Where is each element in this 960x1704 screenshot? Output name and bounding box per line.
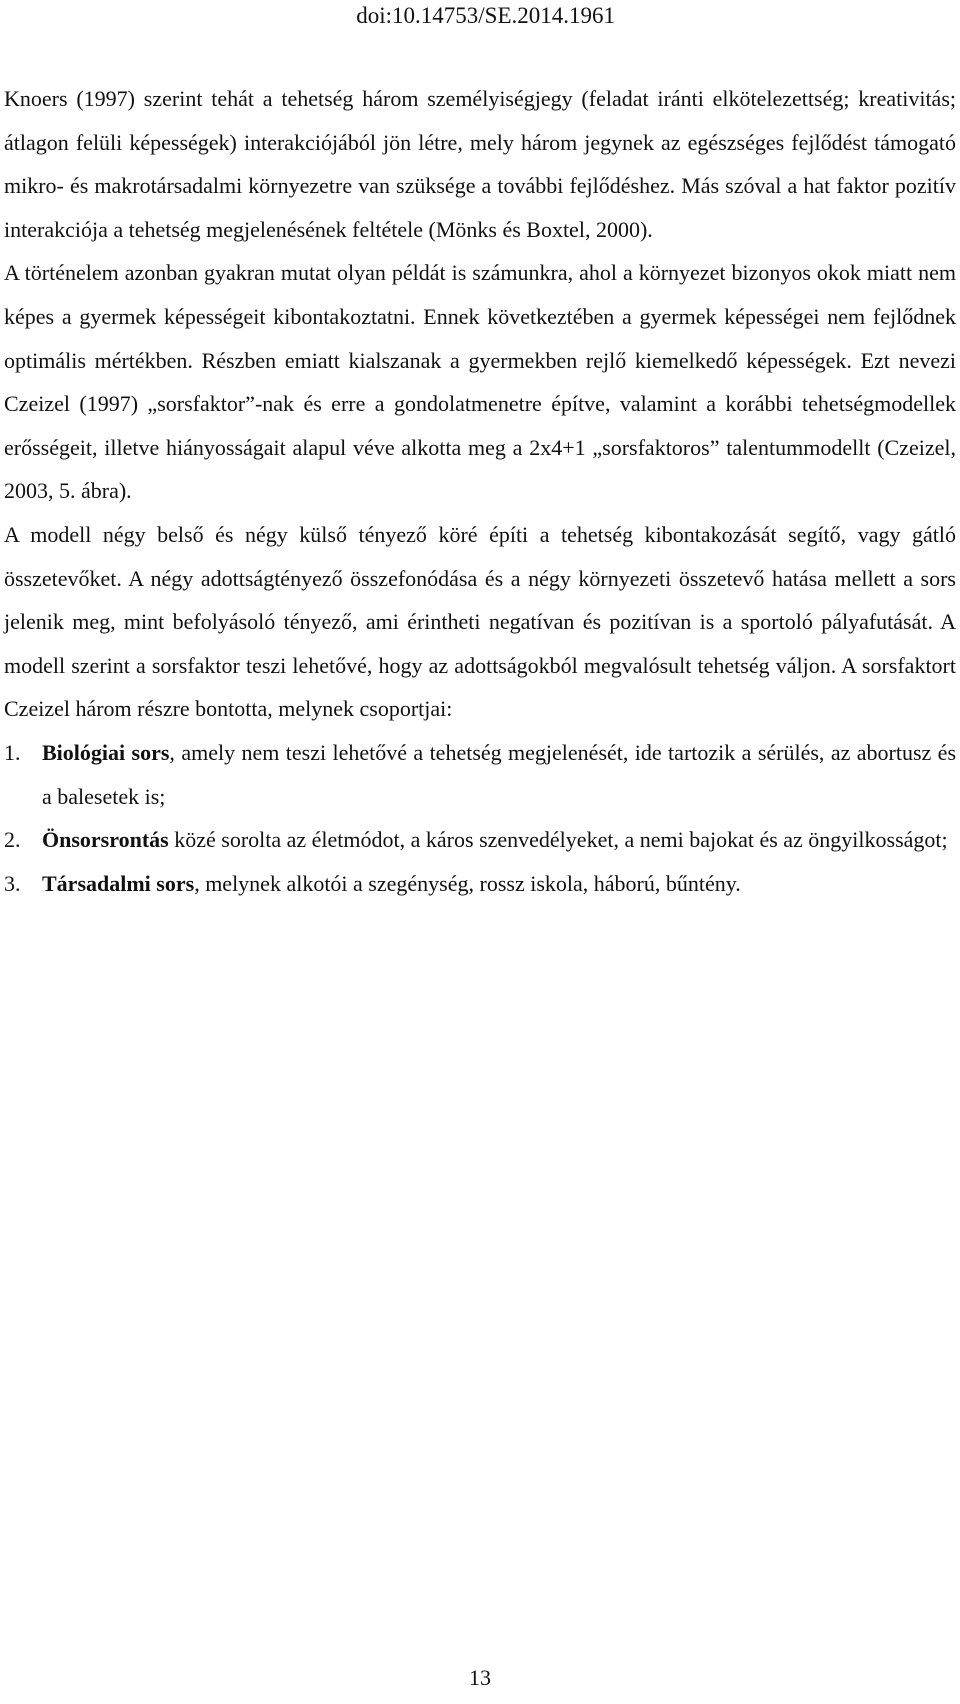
document-body [4, 77, 956, 905]
list-item [4, 862, 956, 906]
list-item-text: , amely nem teszi lehetővé a tehetség megjelenését, ide tartozik a sérülés, az abortusz és a balesetek is; [42, 739, 957, 809]
list-item-text: , melynek alkotói a szegénység, rossz iskola, háború, bűntény. [194, 870, 741, 896]
list-item-term: Biológiai sors [42, 739, 170, 765]
list-item-term: Társadalmi sors [42, 870, 195, 896]
sorsfaktor-list [4, 731, 956, 905]
paragraph: Knoers (1997) szerint tehát a tehetség három személyiségjegy (feladat iránti elkötelezettség; kreativitás; átlagon felüli képességek) interakciójából jön létre, mely három jegynek az egészséges fejlődést támogató mikro- és makrotársadalmi környezetre van szüksége a további fejlődéshez. Más szóval a hat faktor pozitív interakciója a tehetség megjelenésének feltétele (Mönks és Boxtel, 2000). [4, 86, 956, 242]
list-item-text: közé sorolta az életmódot, a káros szenvedélyeket, a nemi bajokat és az öngyilkosságot; [168, 827, 948, 853]
list-item [4, 731, 956, 818]
list-item-number: 1. [4, 739, 21, 765]
list-item-term: Önsorsrontás [42, 827, 169, 853]
list-item [4, 818, 956, 862]
list-item-number: 3. [4, 870, 21, 896]
page-number: 13 [469, 1665, 491, 1690]
doi-header: doi:10.14753/SE.2014.1961 [356, 3, 615, 28]
list-item-number: 2. [4, 827, 21, 853]
paragraph: A modell négy belső és négy külső tényező köré építi a tehetség kibontakozását segítő, vagy gátló összetevőket. A négy adottságtényező összefonódása és a négy környezeti összetevő hatása mellett a sors jelenik meg, mint befolyásoló tényező, ami érintheti negatívan és pozitívan is a sportoló pályafutását. A modell szerint a sorsfaktor teszi lehetővé, hogy az adottságokból megvalósult tehetség váljon. A sorsfaktort Czeizel három részre bontotta, melynek csoportjai: [4, 521, 956, 722]
paragraph: A történelem azonban gyakran mutat olyan példát is számunkra, ahol a környezet bizonyos okok miatt nem képes a gyermek képességeit kibontakoztatni. Ennek következtében a gyermek képességei nem fejlődnek optimális mértékben. Részben emiatt kialszanak a gyermekben rejlő kiemelkedő képességek. Ezt nevezi Czeizel (1997) „sorsfaktor”-nak és erre a gondolatmenetre építve, valamint a korábbi tehetségmodellek erősségeit, illetve hiányosságait alapul véve alkotta meg a 2x4+1 „sorsfaktoros” talentummodellt (Czeizel, 2003, 5. ábra). [4, 260, 956, 504]
